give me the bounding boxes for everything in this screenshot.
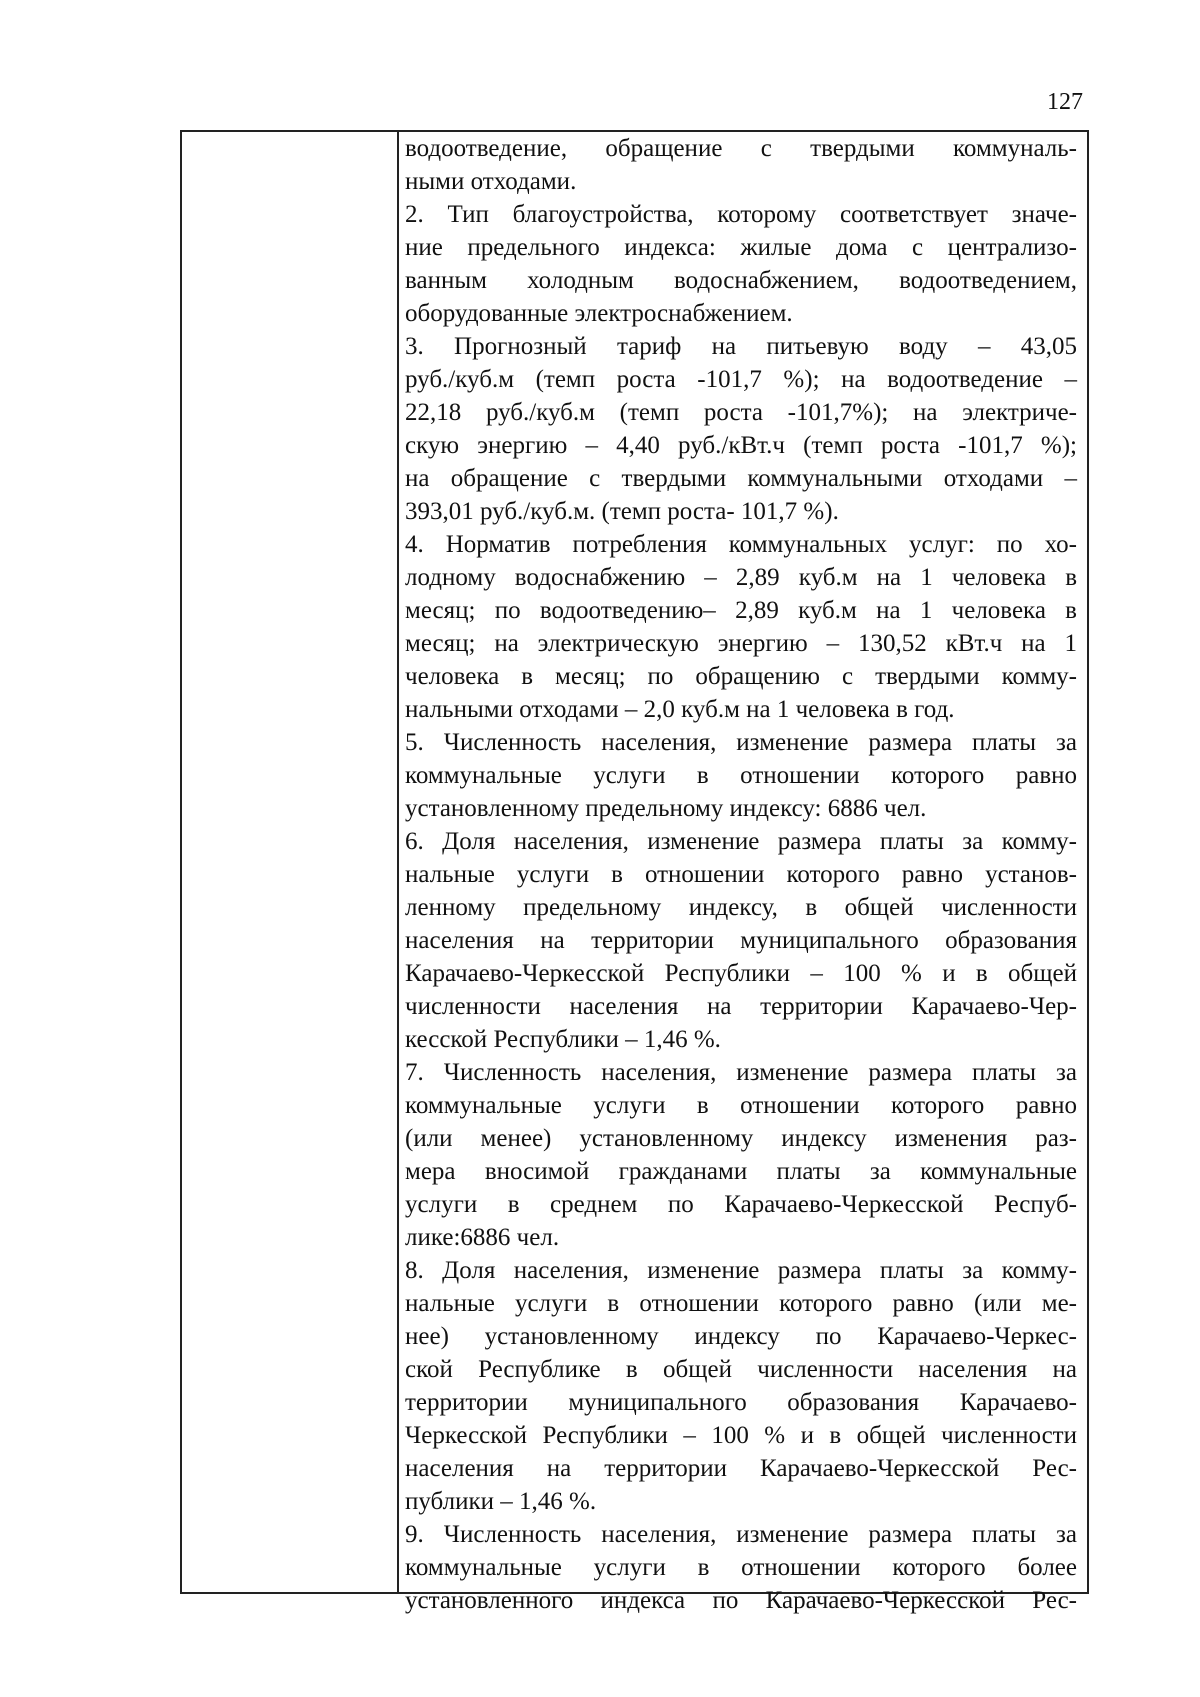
paragraph-2-line: оборудованные электроснабжением. [405,300,793,327]
paragraph-2-line: ванным холодным водоснабжением, водоотведением, [405,267,1077,294]
paragraph-3-line: 3. Прогнозный тариф на питьевую воду – 43,05 [405,333,1077,360]
paragraph-6-line: населения на территории муниципального образования [405,927,1077,954]
paragraph-4-line: месяц; на электрическую энергию – 130,52 кВт.ч на 1 [405,630,1077,657]
paragraph-1-line: водоотведение, обращение с твердыми коммуналь- [405,135,1077,162]
paragraph-4-line: нальными отходами – 2,0 куб.м на 1 человека в год. [405,696,955,723]
paragraph-8-line: 8. Доля населения, изменение размера платы за комму- [405,1257,1077,1284]
paragraph-6-line: 6. Доля населения, изменение размера платы за комму- [405,828,1077,855]
paragraph-3-line: 393,01 руб./куб.м. (темп роста- 101,7 %). [405,498,839,525]
paragraph-3-line: скую энергию – 4,40 руб./кВт.ч (темп роста -101,7 %); [405,432,1077,459]
table-cell-left-empty [182,132,399,1592]
paragraph-8-line: нее) установленному индексу по Карачаево-Черкес- [405,1323,1077,1350]
paragraph-8-line: нальные услуги в отношении которого равно (или ме- [405,1290,1077,1317]
paragraph-2-line: 2. Тип благоустройства, которому соответствует значе- [405,201,1077,228]
paragraph-7-line: (или менее) установленному индексу изменения раз- [405,1125,1077,1152]
paragraph-4-line: 4. Норматив потребления коммунальных услуг: по хо- [405,531,1077,558]
paragraph-1-line: ными отходами. [405,168,577,195]
paragraph-8-line: территории муниципального образования Карачаево- [405,1389,1077,1416]
paragraph-7-line: мера вносимой гражданами платы за коммунальные [405,1158,1077,1185]
paragraph-5-line: 5. Численность населения, изменение размера платы за [405,729,1077,756]
paragraph-6-line: кесской Республики – 1,46 %. [405,1026,721,1053]
paragraph-2-line: ние предельного индекса: жилые дома с централизо- [405,234,1077,261]
paragraph-7-line: лике:6886 чел. [405,1224,560,1251]
paragraph-9-line: установленного индекса по Карачаево-Черкесской Рес- [405,1587,1077,1614]
paragraph-4-line: человека в месяц; по обращению с твердыми комму- [405,663,1077,690]
paragraph-6-line: нальные услуги в отношении которого равно установ- [405,861,1077,888]
paragraph-5-line: коммунальные услуги в отношении которого равно [405,762,1077,789]
paragraph-3-line: 22,18 руб./куб.м (темп роста -101,7%); на электриче- [405,399,1077,426]
paragraph-5-line: установленному предельному индексу: 6886 чел. [405,795,927,822]
paragraph-8-line: ской Республике в общей численности населения на [405,1356,1077,1383]
paragraph-6-line: ленному предельному индексу, в общей численности [405,894,1077,921]
paragraph-3-line: на обращение с твердыми коммунальными отходами – [405,465,1077,492]
paragraph-8-line: публики – 1,46 %. [405,1488,597,1515]
paragraph-4-line: месяц; по водоотведению– 2,89 куб.м на 1 человека в [405,597,1077,624]
paragraph-6-line: численности населения на территории Карачаево-Чер- [405,993,1077,1020]
paragraph-8-line: Черкесской Республики – 100 % и в общей численности [405,1422,1077,1449]
paragraph-7-line: 7. Численность населения, изменение размера платы за [405,1059,1077,1086]
paragraph-4-line: лодному водоснабжению – 2,89 куб.м на 1 человека в [405,564,1077,591]
paragraph-9-line: 9. Численность населения, изменение размера платы за [405,1521,1077,1548]
paragraph-3-line: руб./куб.м (темп роста -101,7 %); на водоотведение – [405,366,1077,393]
paragraph-8-line: населения на территории Карачаево-Черкесской Рес- [405,1455,1077,1482]
page-number: 127 [1047,89,1083,115]
paragraph-7-line: коммунальные услуги в отношении которого равно [405,1092,1077,1119]
paragraph-7-line: услуги в среднем по Карачаево-Черкесской Респуб- [405,1191,1077,1218]
paragraph-6-line: Карачаево-Черкесской Республики – 100 % и в общей [405,960,1077,987]
table-cell-right-text [399,132,1087,1614]
document-table [180,130,1089,1614]
paragraph-9-line: коммунальные услуги в отношении которого более [405,1554,1077,1581]
